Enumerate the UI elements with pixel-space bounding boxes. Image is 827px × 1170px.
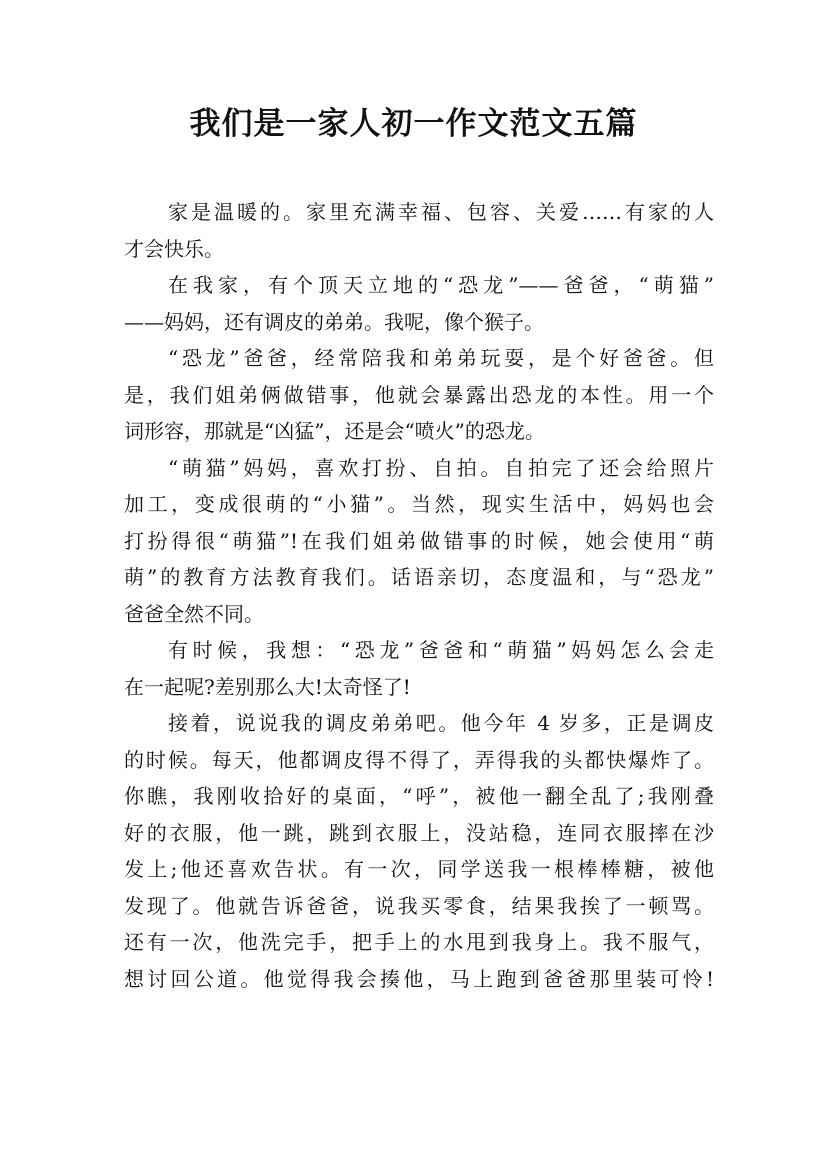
article-body [124, 194, 714, 997]
article-line: 还有一次，他洗完手，把手上的水甩到我身上。我不服气， [124, 930, 714, 954]
article-line: 爸爸全然不同。 [124, 601, 264, 626]
article-line: 的时候。每天，他都调皮得不得了，弄得我的头都快爆炸了。 [124, 747, 714, 772]
article-line: 在我家，有个顶天立地的“恐龙”——爸爸，“萌猫” [168, 273, 714, 297]
article-line: 萌”的教育方法教育我们。话语亲切，态度温和，与“恐龙” [124, 565, 714, 589]
article-line: 好的衣服，他一跳，跳到衣服上，没站稳，连同衣服摔在沙 [124, 820, 714, 845]
article-line: 加工，变成很萌的“小猫”。当然，现实生活中，妈妈也会 [124, 492, 714, 516]
article-line: 在一起呢?差别那么大!太奇怪了! [124, 674, 411, 699]
document-title: 我们是一家人初一作文范文五篇 [189, 106, 638, 142]
article-line: 家是温暖的。家里充满幸福、包容、关爱……有家的人 [168, 200, 714, 224]
article-line: 词形容，那就是“凶猛”，还是会“喷火”的恐龙。 [124, 419, 545, 443]
article-line: “恐龙”爸爸，经常陪我和弟弟玩耍，是个好爸爸。但 [168, 346, 714, 370]
article-line: 打扮得很“萌猫”!在我们姐弟做错事的时候，她会使用“萌 [124, 528, 714, 553]
article-line: ——妈妈，还有调皮的弟弟。我呢，像个猴子。 [124, 309, 544, 334]
article-line: 是，我们姐弟俩做错事，他就会暴露出恐龙的本性。用一个 [124, 382, 714, 407]
article-line: 有时候，我想：“恐龙”爸爸和“萌猫”妈妈怎么会走 [168, 638, 714, 662]
article-line: 你瞧，我刚收拾好的桌面，“呼”，被他一翻全乱了;我刚叠 [124, 784, 714, 808]
article-line: 想讨回公道。他觉得我会揍他，马上跑到爸爸那里装可怜! [124, 966, 714, 991]
article-line: “萌猫”妈妈，喜欢打扮、自拍。自拍完了还会给照片 [168, 455, 714, 480]
article-line: 接着，说说我的调皮弟弟吧。他今年 4 岁多，正是调皮 [168, 711, 714, 735]
article-line: 发现了。他就告诉爸爸，说我买零食，结果我挨了一顿骂。 [124, 893, 714, 918]
article-line: 发上;他还喜欢告状。有一次，同学送我一根棒棒糖，被他 [124, 857, 714, 881]
article-line: 才会快乐。 [124, 236, 224, 261]
